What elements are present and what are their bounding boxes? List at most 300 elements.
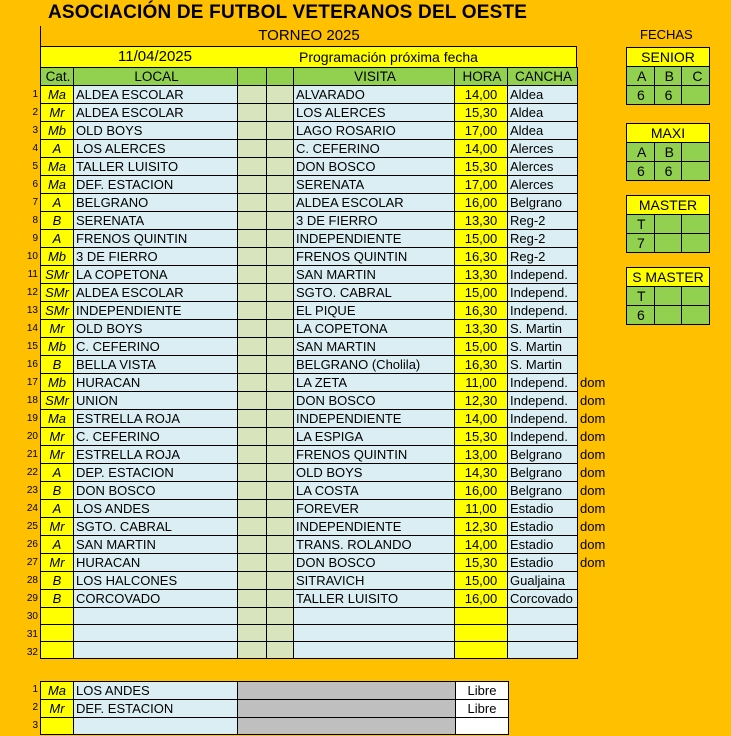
spacer-cell — [267, 625, 294, 642]
spacer-cell — [238, 500, 267, 518]
spacer-cell — [267, 590, 294, 608]
row-number: 24 — [26, 503, 38, 514]
day-note: dom — [580, 393, 606, 408]
visiting-team-cell: LA COPETONA — [294, 320, 455, 338]
visiting-team-cell: ALVARADO — [294, 86, 455, 104]
spacer-cell — [238, 464, 267, 482]
local-team-cell: ESTRELLA ROJA — [74, 446, 238, 464]
row-number: 23 — [26, 485, 38, 496]
row-number: 28 — [26, 575, 38, 586]
panel-cell: B — [654, 143, 682, 162]
local-team-cell: LOS ANDES — [74, 500, 238, 518]
panel-cell: 6 — [627, 86, 655, 105]
category-cell: Mb — [41, 248, 74, 266]
blank-cell — [238, 682, 456, 700]
visiting-team-cell: SAN MARTIN — [294, 266, 455, 284]
day-note: dom — [580, 447, 606, 462]
table-row — [41, 86, 578, 104]
table-row — [41, 536, 578, 554]
local-team-cell: LOS HALCONES — [74, 572, 238, 590]
table-row — [41, 230, 578, 248]
panel-cell: A — [627, 67, 655, 86]
table-row — [41, 428, 578, 446]
row-number: 22 — [26, 467, 38, 478]
fechas-label: FECHAS — [640, 27, 693, 42]
blank-cell — [238, 700, 456, 718]
time-cell: 16,30 — [455, 302, 508, 320]
day-note: dom — [580, 483, 606, 498]
table-row — [41, 212, 578, 230]
row-number: 27 — [26, 557, 38, 568]
header-spacer — [267, 68, 294, 86]
spacer-cell — [267, 518, 294, 536]
spacer-cell — [238, 212, 267, 230]
spacer-cell — [238, 572, 267, 590]
row-number: 8 — [32, 215, 38, 226]
local-team-cell: SERENATA — [74, 212, 238, 230]
table-row — [41, 122, 578, 140]
panel-cell: 6 — [654, 86, 682, 105]
spacer-cell — [238, 356, 267, 374]
spacer-cell — [238, 338, 267, 356]
table-row — [41, 158, 578, 176]
field-cell: Belgrano — [508, 482, 578, 500]
team-cell: LOS ANDES — [74, 682, 238, 700]
category-cell: A — [41, 464, 74, 482]
time-cell: 14,00 — [455, 86, 508, 104]
panel-cell — [682, 86, 710, 105]
time-cell: 15,00 — [455, 338, 508, 356]
panel-cell: C — [682, 67, 710, 86]
time-cell: 16,30 — [455, 356, 508, 374]
local-team-cell: OLD BOYS — [74, 122, 238, 140]
field-cell: Alerces — [508, 158, 578, 176]
panel-cell — [654, 215, 682, 234]
field-cell: Aldea — [508, 122, 578, 140]
time-cell: 14,00 — [455, 536, 508, 554]
day-note: dom — [580, 519, 606, 534]
panel-title: SENIOR — [627, 48, 710, 67]
time-cell: 13,30 — [455, 320, 508, 338]
visiting-team-cell: OLD BOYS — [294, 464, 455, 482]
table-row — [41, 374, 578, 392]
time-cell: 16,00 — [455, 482, 508, 500]
field-cell — [508, 642, 578, 659]
spacer-cell — [238, 320, 267, 338]
field-cell: Belgrano — [508, 464, 578, 482]
category-cell: SMr — [41, 284, 74, 302]
table-row — [41, 338, 578, 356]
category-cell: Mr — [41, 518, 74, 536]
local-team-cell: BELGRANO — [74, 194, 238, 212]
field-cell: Belgrano — [508, 446, 578, 464]
row-number: 10 — [26, 251, 38, 262]
spacer-cell — [238, 302, 267, 320]
category-cell: Ma — [41, 682, 74, 700]
category-cell: Mr — [41, 428, 74, 446]
visiting-team-cell: SGTO. CABRAL — [294, 284, 455, 302]
table-row — [41, 320, 578, 338]
spacer-cell — [238, 140, 267, 158]
row-number: 20 — [26, 431, 38, 442]
local-team-cell: HURACAN — [74, 374, 238, 392]
category-cell: Mb — [41, 122, 74, 140]
spacer-cell — [267, 230, 294, 248]
visiting-team-cell: INDEPENDIENTE — [294, 230, 455, 248]
field-cell — [508, 608, 578, 625]
time-cell: 14,00 — [455, 140, 508, 158]
panel-cell: T — [627, 287, 655, 306]
program-label: Programación próxima fecha — [299, 49, 478, 65]
panel-title: MASTER — [627, 196, 710, 215]
table-row — [41, 554, 578, 572]
table-row — [41, 572, 578, 590]
category-cell: B — [41, 590, 74, 608]
libre-row — [41, 718, 509, 735]
panel-cell: A — [627, 143, 655, 162]
time-cell: 15,00 — [455, 284, 508, 302]
row-number: 15 — [26, 341, 38, 352]
libre-row — [41, 682, 509, 700]
panel-cell: 7 — [627, 234, 655, 253]
category-cell: Ma — [41, 410, 74, 428]
local-team-cell: SGTO. CABRAL — [74, 518, 238, 536]
local-team-cell: BELLA VISTA — [74, 356, 238, 374]
visiting-team-cell: SAN MARTIN — [294, 338, 455, 356]
row-number: 13 — [26, 305, 38, 316]
local-team-cell: ESTRELLA ROJA — [74, 410, 238, 428]
time-cell: 13,30 — [455, 212, 508, 230]
day-note: dom — [580, 429, 606, 444]
category-cell: A — [41, 500, 74, 518]
local-team-cell — [74, 642, 238, 659]
field-cell: Aldea — [508, 104, 578, 122]
row-number: 1 — [32, 684, 38, 695]
spacer-cell — [267, 194, 294, 212]
time-cell: 14,00 — [455, 410, 508, 428]
panel-cell — [682, 162, 710, 181]
spacer-cell — [267, 446, 294, 464]
visiting-team-cell: SITRAVICH — [294, 572, 455, 590]
row-number: 5 — [32, 161, 38, 172]
panel-title: MAXI — [627, 124, 710, 143]
local-team-cell: DEP. ESTACION — [74, 464, 238, 482]
field-cell: Reg-2 — [508, 248, 578, 266]
local-team-cell: C. CEFERINO — [74, 338, 238, 356]
category-cell: Ma — [41, 158, 74, 176]
table-row — [41, 104, 578, 122]
local-team-cell: OLD BOYS — [74, 320, 238, 338]
time-cell: 12,30 — [455, 518, 508, 536]
local-team-cell: LA COPETONA — [74, 266, 238, 284]
field-cell: Alerces — [508, 140, 578, 158]
visiting-team-cell: DON BOSCO — [294, 392, 455, 410]
category-cell — [41, 625, 74, 642]
spacer-cell — [238, 554, 267, 572]
field-cell: Estadio — [508, 500, 578, 518]
category-cell: B — [41, 572, 74, 590]
local-team-cell: ALDEA ESCOLAR — [74, 86, 238, 104]
time-cell: 15,00 — [455, 572, 508, 590]
field-cell: Independ. — [508, 284, 578, 302]
category-cell: Ma — [41, 86, 74, 104]
visiting-team-cell: DON BOSCO — [294, 554, 455, 572]
panel-title: S MASTER — [627, 268, 710, 287]
spacer-cell — [238, 642, 267, 659]
field-cell: Aldea — [508, 86, 578, 104]
status-cell — [456, 718, 509, 735]
spacer-cell — [267, 86, 294, 104]
table-row — [41, 642, 578, 659]
day-note: dom — [580, 537, 606, 552]
page-title: ASOCIACIÓN DE FUTBOL VETERANOS DEL OESTE — [48, 2, 528, 23]
time-cell: 17,00 — [455, 122, 508, 140]
field-cell: Independ. — [508, 392, 578, 410]
spacer-cell — [238, 536, 267, 554]
category-cell: Mr — [41, 700, 74, 718]
header-visita: VISITA — [294, 68, 455, 86]
table-row — [41, 392, 578, 410]
visiting-team-cell: LA ZETA — [294, 374, 455, 392]
table-row — [41, 356, 578, 374]
local-team-cell: INDEPENDIENTE — [74, 302, 238, 320]
time-cell: 13,30 — [455, 266, 508, 284]
category-cell: SMr — [41, 266, 74, 284]
field-cell: Estadio — [508, 518, 578, 536]
spacer-cell — [267, 338, 294, 356]
panel-cell: 6 — [654, 162, 682, 181]
table-row — [41, 194, 578, 212]
visiting-team-cell — [294, 625, 455, 642]
table-row — [41, 518, 578, 536]
spacer-cell — [267, 302, 294, 320]
visiting-team-cell — [294, 608, 455, 625]
table-row — [41, 446, 578, 464]
blank-cell — [238, 718, 456, 735]
field-cell: Independ. — [508, 374, 578, 392]
row-number: 31 — [26, 629, 38, 640]
field-cell: Independ. — [508, 266, 578, 284]
local-team-cell: C. CEFERINO — [74, 428, 238, 446]
panel-cell — [682, 306, 710, 325]
header-spacer — [238, 68, 267, 86]
local-team-cell: TALLER LUISITO — [74, 158, 238, 176]
header-local: LOCAL — [74, 68, 238, 86]
schedule-table — [40, 67, 578, 659]
panel-cell: T — [627, 215, 655, 234]
time-cell: 17,00 — [455, 176, 508, 194]
local-team-cell: ALDEA ESCOLAR — [74, 284, 238, 302]
spacer-cell — [238, 194, 267, 212]
time-cell: 13,00 — [455, 446, 508, 464]
time-cell: 16,00 — [455, 194, 508, 212]
field-cell: Reg-2 — [508, 212, 578, 230]
visiting-team-cell: LOS ALERCES — [294, 104, 455, 122]
table-row — [41, 590, 578, 608]
category-cell — [41, 642, 74, 659]
visiting-team-cell: TRANS. ROLANDO — [294, 536, 455, 554]
row-number: 2 — [32, 107, 38, 118]
spacer-cell — [238, 284, 267, 302]
field-cell: Reg-2 — [508, 230, 578, 248]
row-number: 3 — [32, 720, 38, 731]
spacer-cell — [238, 86, 267, 104]
row-number: 12 — [26, 287, 38, 298]
local-team-cell: UNION — [74, 392, 238, 410]
table-row — [41, 410, 578, 428]
time-cell: 14,30 — [455, 464, 508, 482]
panel-cell — [654, 234, 682, 253]
spacer-cell — [267, 158, 294, 176]
spacer-cell — [267, 320, 294, 338]
visiting-team-cell: FRENOS QUINTIN — [294, 248, 455, 266]
field-cell: S. Martin — [508, 338, 578, 356]
row-number: 17 — [26, 377, 38, 388]
match-date: 11/04/2025 — [118, 48, 192, 65]
fechas-panel — [626, 47, 710, 105]
spacer-cell — [267, 428, 294, 446]
category-cell: B — [41, 212, 74, 230]
category-cell: Mr — [41, 446, 74, 464]
category-cell: A — [41, 536, 74, 554]
status-cell: Libre — [456, 700, 509, 718]
local-team-cell: LOS ALERCES — [74, 140, 238, 158]
team-cell: DEF. ESTACION — [74, 700, 238, 718]
spacer-cell — [267, 140, 294, 158]
table-row — [41, 482, 578, 500]
schedule-header-row — [41, 68, 578, 86]
local-team-cell: 3 DE FIERRO — [74, 248, 238, 266]
day-note: dom — [580, 411, 606, 426]
field-cell: Belgrano — [508, 194, 578, 212]
spacer-cell — [238, 590, 267, 608]
visiting-team-cell: FOREVER — [294, 500, 455, 518]
panel-cell: 6 — [627, 306, 655, 325]
category-cell: B — [41, 482, 74, 500]
category-cell: Mr — [41, 104, 74, 122]
spacer-cell — [267, 536, 294, 554]
row-number: 18 — [26, 395, 38, 406]
spacer-cell — [238, 518, 267, 536]
spacer-cell — [267, 464, 294, 482]
spacer-cell — [238, 158, 267, 176]
visiting-team-cell: TALLER LUISITO — [294, 590, 455, 608]
table-row — [41, 248, 578, 266]
spacer-cell — [267, 608, 294, 625]
fechas-panel — [626, 267, 710, 325]
day-note: dom — [580, 375, 606, 390]
row-number: 30 — [26, 611, 38, 622]
panel-cell — [654, 287, 682, 306]
spacer-cell — [238, 266, 267, 284]
spacer-cell — [267, 572, 294, 590]
visiting-team-cell: INDEPENDIENTE — [294, 518, 455, 536]
row-number: 3 — [32, 125, 38, 136]
spacer-cell — [238, 482, 267, 500]
spacer-cell — [238, 104, 267, 122]
spacer-cell — [267, 176, 294, 194]
local-team-cell: CORCOVADO — [74, 590, 238, 608]
table-row — [41, 176, 578, 194]
field-cell: Independ. — [508, 428, 578, 446]
spacer-cell — [238, 446, 267, 464]
time-cell: 15,30 — [455, 428, 508, 446]
spacer-cell — [238, 176, 267, 194]
local-team-cell: ALDEA ESCOLAR — [74, 104, 238, 122]
table-row — [41, 284, 578, 302]
row-number: 21 — [26, 449, 38, 460]
time-cell: 11,00 — [455, 500, 508, 518]
category-cell — [41, 718, 74, 735]
time-cell: 16,30 — [455, 248, 508, 266]
spacer-cell — [267, 392, 294, 410]
time-cell — [455, 625, 508, 642]
local-team-cell: SAN MARTIN — [74, 536, 238, 554]
local-team-cell — [74, 608, 238, 625]
visiting-team-cell: LA ESPIGA — [294, 428, 455, 446]
spacer-cell — [238, 625, 267, 642]
field-cell: Independ. — [508, 410, 578, 428]
time-cell: 15,00 — [455, 230, 508, 248]
category-cell: Mb — [41, 338, 74, 356]
time-cell — [455, 608, 508, 625]
field-cell: Estadio — [508, 554, 578, 572]
time-cell: 11,00 — [455, 374, 508, 392]
table-row — [41, 140, 578, 158]
visiting-team-cell: LAGO ROSARIO — [294, 122, 455, 140]
category-cell: A — [41, 194, 74, 212]
time-cell — [455, 642, 508, 659]
day-note: dom — [580, 465, 606, 480]
tournament-label: TORNEO 2025 — [40, 26, 577, 46]
row-number: 25 — [26, 521, 38, 532]
field-cell: Independ. — [508, 302, 578, 320]
header-cancha: CANCHA — [508, 68, 578, 86]
row-number: 2 — [32, 702, 38, 713]
spacer-cell — [267, 374, 294, 392]
row-number: 4 — [32, 143, 38, 154]
spacer-cell — [267, 642, 294, 659]
table-row — [41, 500, 578, 518]
spacer-cell — [238, 248, 267, 266]
table-row — [41, 464, 578, 482]
spacer-cell — [238, 392, 267, 410]
category-cell: Ma — [41, 176, 74, 194]
field-cell: Gualjaina — [508, 572, 578, 590]
time-cell: 15,30 — [455, 554, 508, 572]
spacer-cell — [267, 266, 294, 284]
time-cell: 16,00 — [455, 590, 508, 608]
panel-cell — [682, 287, 710, 306]
fechas-panel — [626, 195, 710, 253]
local-team-cell: DON BOSCO — [74, 482, 238, 500]
row-number: 7 — [32, 197, 38, 208]
row-number: 14 — [26, 323, 38, 334]
panel-cell — [682, 143, 710, 162]
spacer-cell — [267, 212, 294, 230]
field-cell — [508, 625, 578, 642]
visiting-team-cell: FRENOS QUINTIN — [294, 446, 455, 464]
spacer-cell — [267, 410, 294, 428]
panel-cell — [654, 306, 682, 325]
spacer-cell — [238, 374, 267, 392]
day-note: dom — [580, 555, 606, 570]
spacer-cell — [267, 248, 294, 266]
spacer-cell — [238, 428, 267, 446]
local-team-cell: DEF. ESTACION — [74, 176, 238, 194]
field-cell: Corcovado — [508, 590, 578, 608]
spacer-cell — [238, 230, 267, 248]
